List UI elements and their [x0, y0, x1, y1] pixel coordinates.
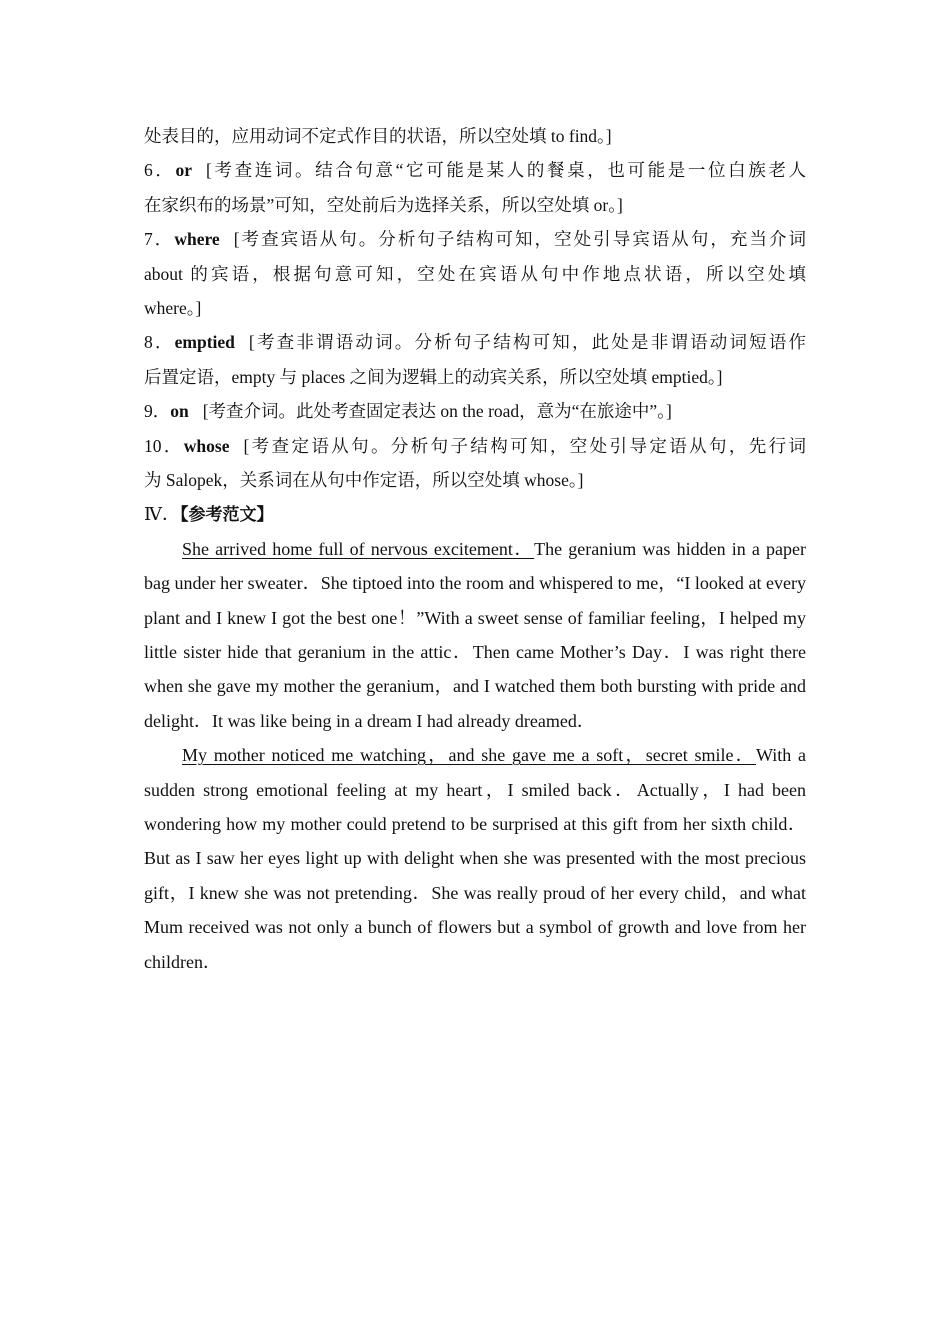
answer-number: 7． — [144, 229, 175, 250]
answer-explanation: about 的宾语，根据句意可知，空处在宾语从句中作地点状语，所以空处填 — [144, 263, 806, 284]
answer-8-line2 — [144, 360, 806, 394]
answer-5-tail — [144, 119, 806, 153]
document-content — [144, 119, 806, 979]
answer-7-line3 — [144, 291, 806, 325]
given-opening-sentence: My mother noticed me watching，and she gave me a soft，secret smile． — [182, 745, 756, 766]
section-title: 【参考范文】 — [179, 505, 274, 526]
answer-word: where — [174, 229, 220, 250]
answer-word: or — [175, 160, 193, 181]
answer-7 — [144, 222, 806, 256]
answer-number: 6． — [144, 160, 176, 181]
section-numeral: Ⅳ． — [144, 504, 180, 525]
paragraph-text: With a sudden strong emotional feeling at my heart，I smiled back．Actually，I had been wondering how my mother could pretend to be surprised at this gift from her sixth child．But as I saw her eyes light up with delight when she was presented with the most precious gift，I knew she was not pretending．She was really proud of her every child，and what Mum received was not only a bunch of flowers but a symbol of growth and love from her children． — [144, 745, 806, 972]
answer-9 — [144, 394, 806, 428]
paragraph-text: The geranium was hidden in a paper bag under her sweater．She tiptoed into the room and whispered to me，“I looked at every plant and I knew I got the best one！”With a sweet sense of familiar feeling，I helped my little sister hide that geranium in the attic．Then came Mother’s Day．I was right there when she gave my mother the geranium，and I watched them both bursting with pride and delight．It was like being in a dream I had already dreamed． — [144, 538, 806, 731]
answer-number: 9． — [144, 401, 171, 422]
answer-10-line2 — [144, 463, 806, 497]
answer-number: 10． — [144, 435, 184, 456]
answer-number: 8． — [144, 332, 175, 353]
answer-explanation: [考查宾语从句。分析句子结构可知，空处引导宾语从句，充当介词 — [233, 229, 807, 250]
answer-6 — [144, 153, 806, 187]
answer-explanation: [考查介词。此处考查固定表达 on the road，意为“在旅途中”。] — [202, 401, 672, 422]
answer-explanation: [考查非谓语动词。分析句子结构可知，此处是非谓语动词短语作 — [248, 332, 807, 353]
essay-paragraph-1 — [144, 532, 806, 738]
answer-explanation: 为 Salopek，关系词在从句中作定语，所以空处填 whose。] — [144, 469, 584, 490]
answer-8 — [144, 325, 806, 359]
answer-explanation: 后置定语，empty 与 places 之间为逻辑上的动宾关系，所以空处填 emptied。] — [144, 366, 723, 387]
answer-7-line2 — [144, 257, 806, 291]
answer-10 — [144, 429, 806, 463]
essay-paragraph-2 — [144, 738, 806, 979]
answer-text: 处表目的，应用动词不定式作目的状语，所以空处填 to find。] — [144, 126, 612, 146]
answer-word: on — [170, 401, 189, 422]
answer-6-line2 — [144, 188, 806, 222]
answer-explanation: [考查定语从句。分析句子结构可知，空处引导定语从句，先行词 — [243, 435, 806, 456]
answer-word: emptied — [174, 332, 235, 353]
given-opening-sentence: She arrived home full of nervous excitement． — [182, 538, 535, 559]
answer-explanation: 在家织布的场景”可知，空处前后为选择关系，所以空处填 or。] — [144, 194, 623, 215]
answer-word: whose — [183, 435, 230, 456]
section-heading — [144, 497, 806, 531]
answer-explanation: where。] — [144, 297, 202, 318]
answer-explanation: [考查连词。结合句意“它可能是某人的餐桌，也可能是一位白族老人 — [206, 160, 807, 181]
